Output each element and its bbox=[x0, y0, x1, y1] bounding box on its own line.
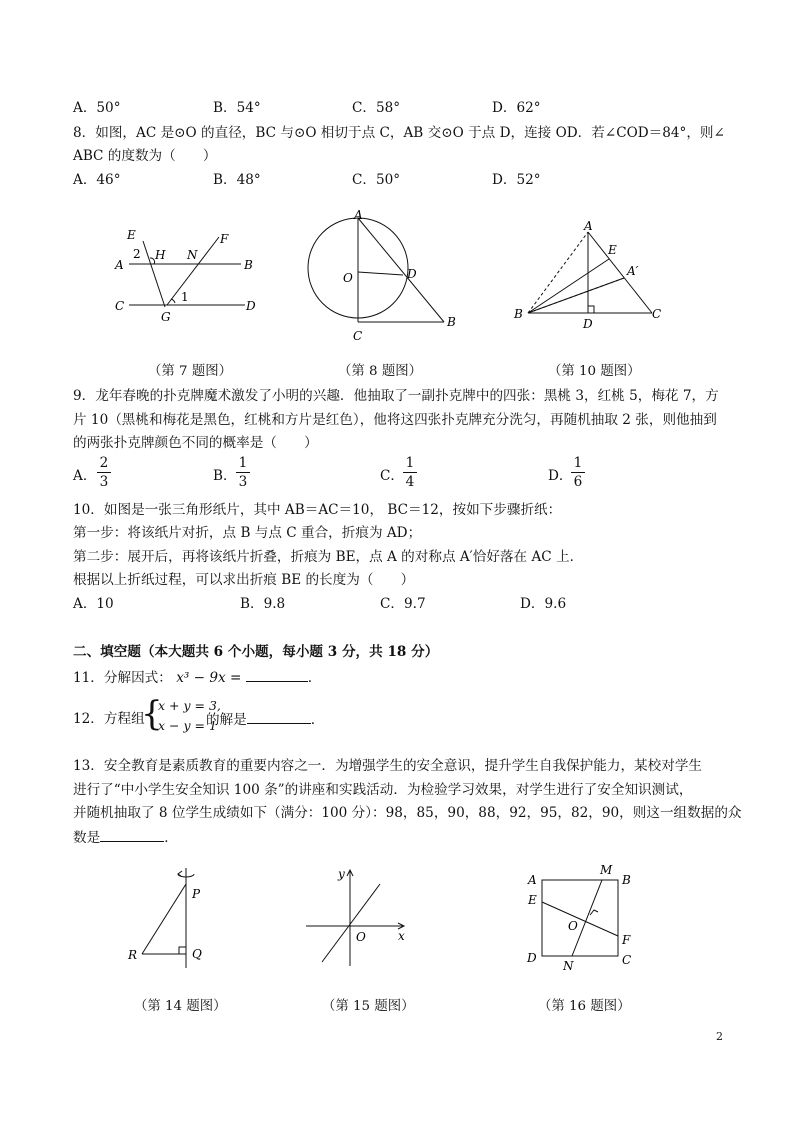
q9-line-1: 9．龙年春晚的扑克牌魔术激发了小明的兴趣．他抽取了一副扑克牌中的四张：黑桃 3，红桃 5，梅花 7，方 bbox=[73, 388, 719, 404]
section-2-heading: 二、填空题（本大题共 6 个小题，每小题 3 分，共 18 分） bbox=[73, 644, 439, 660]
figure-16 bbox=[518, 860, 648, 975]
fig8-label-b: B bbox=[447, 315, 456, 329]
fig7-label-g: G bbox=[161, 310, 171, 324]
fig10-label-e: E bbox=[608, 243, 617, 257]
fig10-label-b: B bbox=[514, 307, 523, 321]
q12-equation-2: x − y = 1 bbox=[158, 718, 217, 733]
q9-a-num: 2 bbox=[97, 455, 111, 473]
q11-expression: x³ − 9x = bbox=[176, 670, 242, 686]
q10-option-c: C．9.7 bbox=[380, 596, 426, 612]
fig7-caption: （第 7 题图） bbox=[148, 364, 232, 379]
q8-line-2: ABC 的度数为（ ） bbox=[73, 148, 217, 164]
q8-option-c: C．50° bbox=[352, 172, 401, 188]
q9-option-c-fraction bbox=[403, 455, 417, 490]
fig10-label-c: C bbox=[652, 307, 662, 321]
q9-d-num: 1 bbox=[571, 455, 585, 473]
q13-line-4-prefix: 数是 bbox=[73, 830, 101, 846]
fig8-label-a: A bbox=[354, 208, 363, 222]
fig16-label-b: B bbox=[622, 873, 631, 887]
q9-option-d-label: D． bbox=[548, 468, 573, 484]
q13-line-4-suffix: ． bbox=[164, 830, 178, 846]
q11-prefix: 11．分解因式： bbox=[73, 670, 172, 686]
q9-d-den: 6 bbox=[573, 474, 583, 490]
fig8-label-o: O bbox=[343, 271, 353, 285]
fig15-label-x: x bbox=[398, 929, 405, 943]
fig16-label-m: M bbox=[600, 863, 613, 877]
fig7-label-d: D bbox=[246, 299, 256, 313]
q9-a-den: 3 bbox=[99, 474, 109, 490]
q9-c-den: 4 bbox=[405, 474, 415, 490]
q13-line-1: 13．安全教育是素质教育的重要内容之一．为增强学生的安全意识，提升学生自我保护能力，某校对学生 bbox=[73, 758, 703, 774]
q12-equation-1: x + y = 3, bbox=[158, 698, 221, 713]
q7-option-a: A．50° bbox=[73, 100, 121, 116]
q12-suffix-line bbox=[206, 709, 315, 730]
q8-option-a: A．46° bbox=[73, 172, 121, 188]
fig16-label-d: D bbox=[527, 951, 537, 965]
fig7-label-h: H bbox=[155, 248, 166, 262]
q8-option-b: B．48° bbox=[213, 172, 261, 188]
q9-option-a-label: A． bbox=[73, 468, 97, 484]
fig7-label-f: F bbox=[220, 232, 229, 246]
q12-answer-blank[interactable] bbox=[247, 709, 311, 724]
figure-7 bbox=[105, 225, 265, 325]
q12-end: . bbox=[310, 712, 316, 728]
fig14-label-q: Q bbox=[192, 947, 202, 961]
fig15-label-y: y bbox=[338, 867, 345, 881]
q8-line-1: 8．如图，AC 是⊙O 的直径，BC 与⊙O 相切于点 C，AB 交⊙O 于点 D，连接 OD．若∠COD＝84°，则∠ bbox=[73, 125, 725, 141]
fig10-caption: （第 10 题图） bbox=[548, 364, 641, 379]
q9-b-num: 1 bbox=[236, 455, 250, 473]
figure-15 bbox=[300, 862, 420, 972]
fig8-caption: （第 8 题图） bbox=[338, 364, 422, 379]
fig7-label-a: A bbox=[115, 258, 124, 272]
q13-line-3: 并随机抽取了 8 位学生成绩如下（满分：100 分）：98，85，90，88，92，95，82，90，则这一组数据的众 bbox=[73, 805, 742, 821]
q11-answer-blank[interactable] bbox=[246, 667, 308, 682]
q10-line-3: 第二步：展开后，再将该纸片折叠，折痕为 BE，点 A 的对称点 A′恰好落在 AC 上． bbox=[73, 549, 584, 565]
fig7-label-b: B bbox=[244, 258, 253, 272]
fig10-label-d: D bbox=[583, 317, 593, 331]
fig16-caption: （第 16 题图） bbox=[538, 999, 631, 1014]
fig10-label-a: A bbox=[584, 219, 593, 233]
q7-option-c: C．58° bbox=[352, 100, 401, 116]
fig15-label-o: O bbox=[356, 930, 366, 944]
q12-brace: { bbox=[141, 694, 163, 734]
q7-option-d: D．62° bbox=[492, 100, 541, 116]
q12-suffix: 的解是 bbox=[206, 712, 247, 728]
fig7-label-e: E bbox=[127, 228, 136, 242]
figure-10 bbox=[508, 218, 668, 333]
fig10-label-a-prime: A′ bbox=[627, 264, 639, 278]
q12-prefix: 12．方程组 bbox=[73, 711, 145, 727]
q9-option-c-label: C． bbox=[380, 468, 404, 484]
q9-line-3: 的两张扑克牌颜色不同的概率是（ ） bbox=[73, 435, 318, 451]
fig16-label-c: C bbox=[622, 953, 632, 967]
q9-option-b-label: B． bbox=[213, 468, 237, 484]
q10-line-2: 第一步：将该纸片对折，点 B 与点 C 重合，折痕为 AD； bbox=[73, 525, 422, 541]
q11-suffix: . bbox=[307, 670, 313, 686]
q11 bbox=[73, 667, 312, 688]
fig7-label-n: N bbox=[187, 248, 198, 262]
figure-14 bbox=[120, 862, 220, 972]
q8-option-d: D．52° bbox=[492, 172, 541, 188]
q13-line-4 bbox=[73, 827, 178, 848]
fig16-label-o: O bbox=[568, 919, 578, 933]
fig16-label-n: N bbox=[563, 959, 574, 973]
fig16-label-a: A bbox=[528, 873, 537, 887]
fig7-angle-1: 1 bbox=[181, 290, 189, 304]
fig16-label-f: F bbox=[622, 933, 631, 947]
fig14-label-p: P bbox=[192, 887, 201, 901]
q9-option-d-fraction bbox=[571, 455, 585, 490]
q10-line-1: 10．如图是一张三角形纸片，其中 AB＝AC＝10， BC＝12，按如下步骤折纸： bbox=[73, 502, 562, 518]
fig7-label-c: C bbox=[115, 299, 125, 313]
fig15-caption: （第 15 题图） bbox=[322, 999, 415, 1014]
q9-option-b-fraction bbox=[236, 455, 250, 490]
q10-line-4: 根据以上折纸过程，可以求出折痕 BE 的长度为（ ） bbox=[73, 572, 415, 588]
fig8-label-d: D bbox=[407, 267, 417, 281]
fig7-angle-2: 2 bbox=[133, 247, 141, 261]
fig8-label-c: C bbox=[353, 329, 363, 343]
fig16-label-e: E bbox=[528, 893, 537, 907]
q10-option-b: B．9.8 bbox=[240, 596, 286, 612]
q13-answer-blank[interactable] bbox=[100, 827, 164, 842]
q9-c-num: 1 bbox=[403, 455, 417, 473]
q9-line-2: 片 10（黑桃和梅花是黑色，红桃和方片是红色），他将这四张扑克牌充分洗匀，再随机抽取 2 张，则他抽到 bbox=[73, 412, 717, 428]
q13-line-2: 进行了“中小学生安全知识 100 条”的讲座和实践活动．为检验学习效果，对学生进行了安全知识测试， bbox=[73, 782, 693, 798]
q7-option-b: B．54° bbox=[213, 100, 261, 116]
q10-option-a: A．10 bbox=[73, 596, 114, 612]
q9-b-den: 3 bbox=[238, 474, 248, 490]
fig14-label-r: R bbox=[128, 948, 138, 962]
q9-option-a-fraction bbox=[97, 455, 111, 490]
figure-8 bbox=[300, 208, 465, 348]
fig14-caption: （第 14 题图） bbox=[134, 999, 227, 1014]
q10-option-d: D．9.6 bbox=[520, 596, 567, 612]
page-number: 2 bbox=[716, 1030, 723, 1043]
